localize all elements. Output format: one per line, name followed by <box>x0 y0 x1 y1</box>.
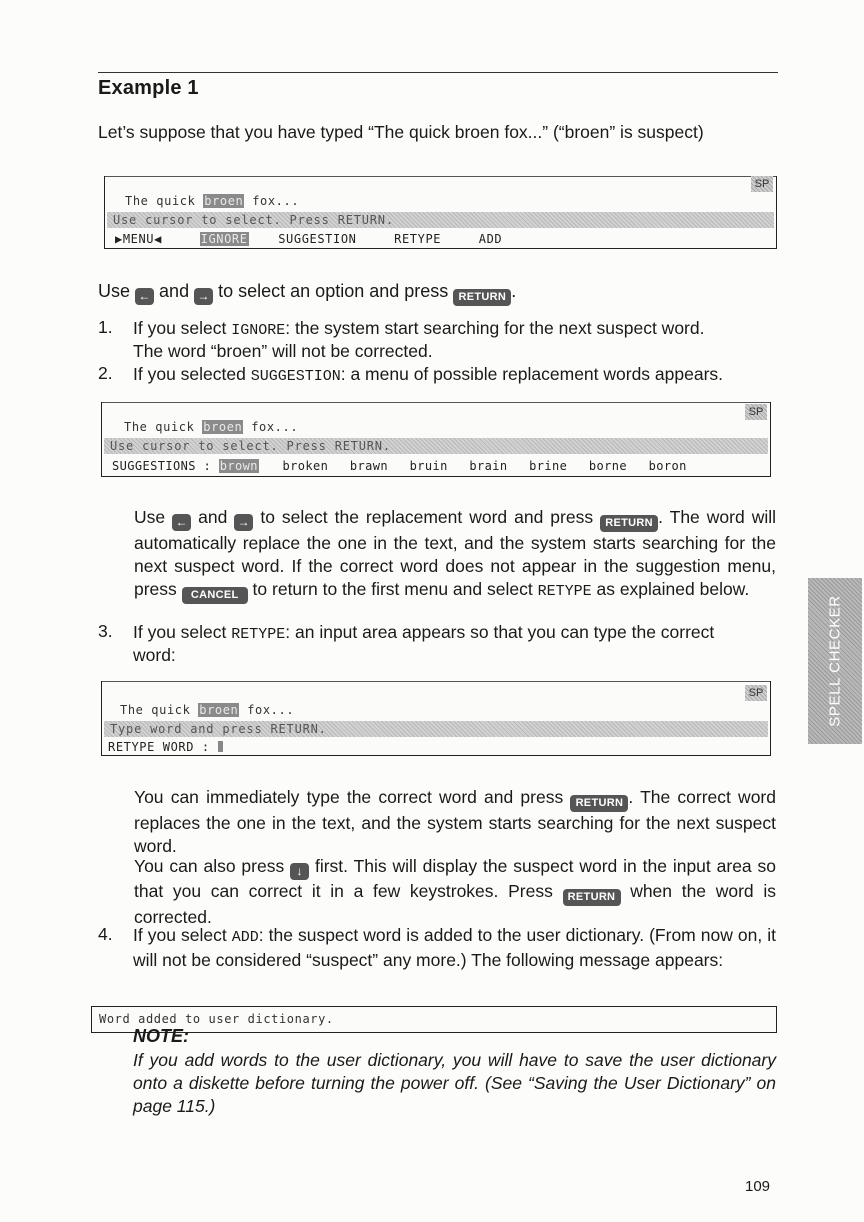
suggestion-item[interactable]: brain <box>469 459 508 473</box>
note-text: If you add words to the user dictionary, you will have to save the user dictionary onto a diskette before turning the power off. (See “Saving the User Dictionary” on page 115.) <box>133 1050 776 1116</box>
suggestions-label: SUGGESTIONS : <box>112 459 212 473</box>
suggestion-item[interactable]: broken <box>282 459 329 473</box>
item1-number: 1. <box>98 317 113 337</box>
return-key-icon: RETURN <box>570 795 628 812</box>
right-arrow-key-icon: → <box>194 288 213 305</box>
menu-option-ignore[interactable]: IGNORE <box>200 232 248 246</box>
menu-option-suggestion[interactable]: SUGGESTION <box>278 232 357 246</box>
item3-text-line2: word: <box>133 645 176 665</box>
screen-suggestions <box>101 402 771 477</box>
suspect-word: broen <box>204 194 244 208</box>
menu-option-retype[interactable]: RETYPE <box>394 232 442 246</box>
suggestion-item[interactable]: boron <box>648 459 687 473</box>
cancel-key-icon: CANCEL <box>182 587 248 604</box>
side-tab-label: SPELL CHECKER <box>826 595 844 727</box>
item1-text: If you select IGNORE: the system start searching for the next suspect word. <box>133 318 705 339</box>
retype-input[interactable] <box>108 740 223 754</box>
note-heading: NOTE: <box>133 1026 189 1046</box>
item3-number: 3. <box>98 621 113 641</box>
down-arrow-key-icon: ↓ <box>290 863 309 880</box>
item2-number: 2. <box>98 363 113 383</box>
typed-line: The quick broen fox... <box>124 420 299 434</box>
suggestion-item[interactable]: bruin <box>409 459 448 473</box>
typed-line: The quick broen fox... <box>125 194 300 208</box>
side-tab <box>808 578 862 744</box>
menu-label: MENU <box>122 232 155 246</box>
page-number: 109 <box>745 1178 771 1195</box>
suggestion-selected[interactable]: brown <box>219 459 258 473</box>
sp-indicator: SP <box>745 685 767 701</box>
suspect-word: broen <box>203 420 243 434</box>
item4-text: If you select ADD: the suspect word is added to the user dictionary. (From now on, it will not be considered “suspect” any more.) The following message appears: <box>133 925 776 970</box>
item1-text-line2: The word “broen” will not be corrected. <box>133 341 433 361</box>
use-keys-paragraph: Use ← and → to select the replacement word and press RETURN . The word will automatically replace the one in the text, and the system starts searching for the next suspect word. If the correct word does not appear in the suggestion menu, press CANCEL to return to the first menu and select RETYPE as explained below. <box>134 506 776 604</box>
item2-text: If you selected SUGGESTION: a menu of possible replacement words appears. <box>133 364 724 385</box>
menu-marker-left-icon: ▶ <box>115 232 123 246</box>
return-key-icon: RETURN <box>563 889 621 906</box>
prompt-band: Type word and press RETURN. <box>104 721 768 737</box>
menu-option-add[interactable]: ADD <box>478 232 503 246</box>
suggestion-bar <box>112 459 687 473</box>
menu-marker-right-icon: ◀ <box>154 232 162 246</box>
message-box <box>91 1006 777 1033</box>
text-cursor <box>218 741 223 752</box>
suspect-word: broen <box>199 703 239 717</box>
item4-number: 4. <box>98 924 113 944</box>
left-arrow-key-icon: ← <box>172 514 191 531</box>
screen-menu <box>104 176 777 249</box>
message-text: Word added to user dictionary. <box>99 1012 334 1026</box>
use-keys-line: Use ← and → to select an option and press RETURN . <box>98 280 516 306</box>
item3-text: If you select RETYPE: an input area appears so that you can type the correct <box>133 622 715 643</box>
prompt-band: Use cursor to select. Press RETURN. <box>104 438 768 454</box>
menu-bar <box>115 232 502 246</box>
typed-line: The quick broen fox... <box>120 703 295 717</box>
sp-indicator: SP <box>745 404 767 420</box>
suggestion-item[interactable]: brawn <box>349 459 388 473</box>
suggestion-item[interactable]: brine <box>529 459 568 473</box>
section-heading: Example 1 <box>98 77 199 99</box>
retype-label: RETYPE WORD : <box>108 740 210 754</box>
prompt-band: Use cursor to select. Press RETURN. <box>107 212 774 228</box>
suggestion-item[interactable]: borne <box>588 459 627 473</box>
top-rule <box>98 72 778 73</box>
retype-paragraph-2: You can also press ↓ first. This will display the suspect word in the input area so that you can correct it in a few keystrokes. Press RETURN when the word is corrected. <box>134 856 777 927</box>
return-key-icon: RETURN <box>600 515 658 532</box>
retype-paragraph-1: You can immediately type the correct word and press RETURN . The correct word replaces the one in the text, and the system starts searching for the next suspect word. <box>134 787 776 856</box>
sp-indicator: SP <box>751 176 773 192</box>
intro-text: Let’s suppose that you have typed “The quick broen fox...” (“broen” is suspect) <box>98 122 704 142</box>
return-key-icon: RETURN <box>453 289 511 306</box>
right-arrow-key-icon: → <box>234 514 253 531</box>
left-arrow-key-icon: ← <box>135 288 154 305</box>
screen-retype <box>101 681 771 756</box>
